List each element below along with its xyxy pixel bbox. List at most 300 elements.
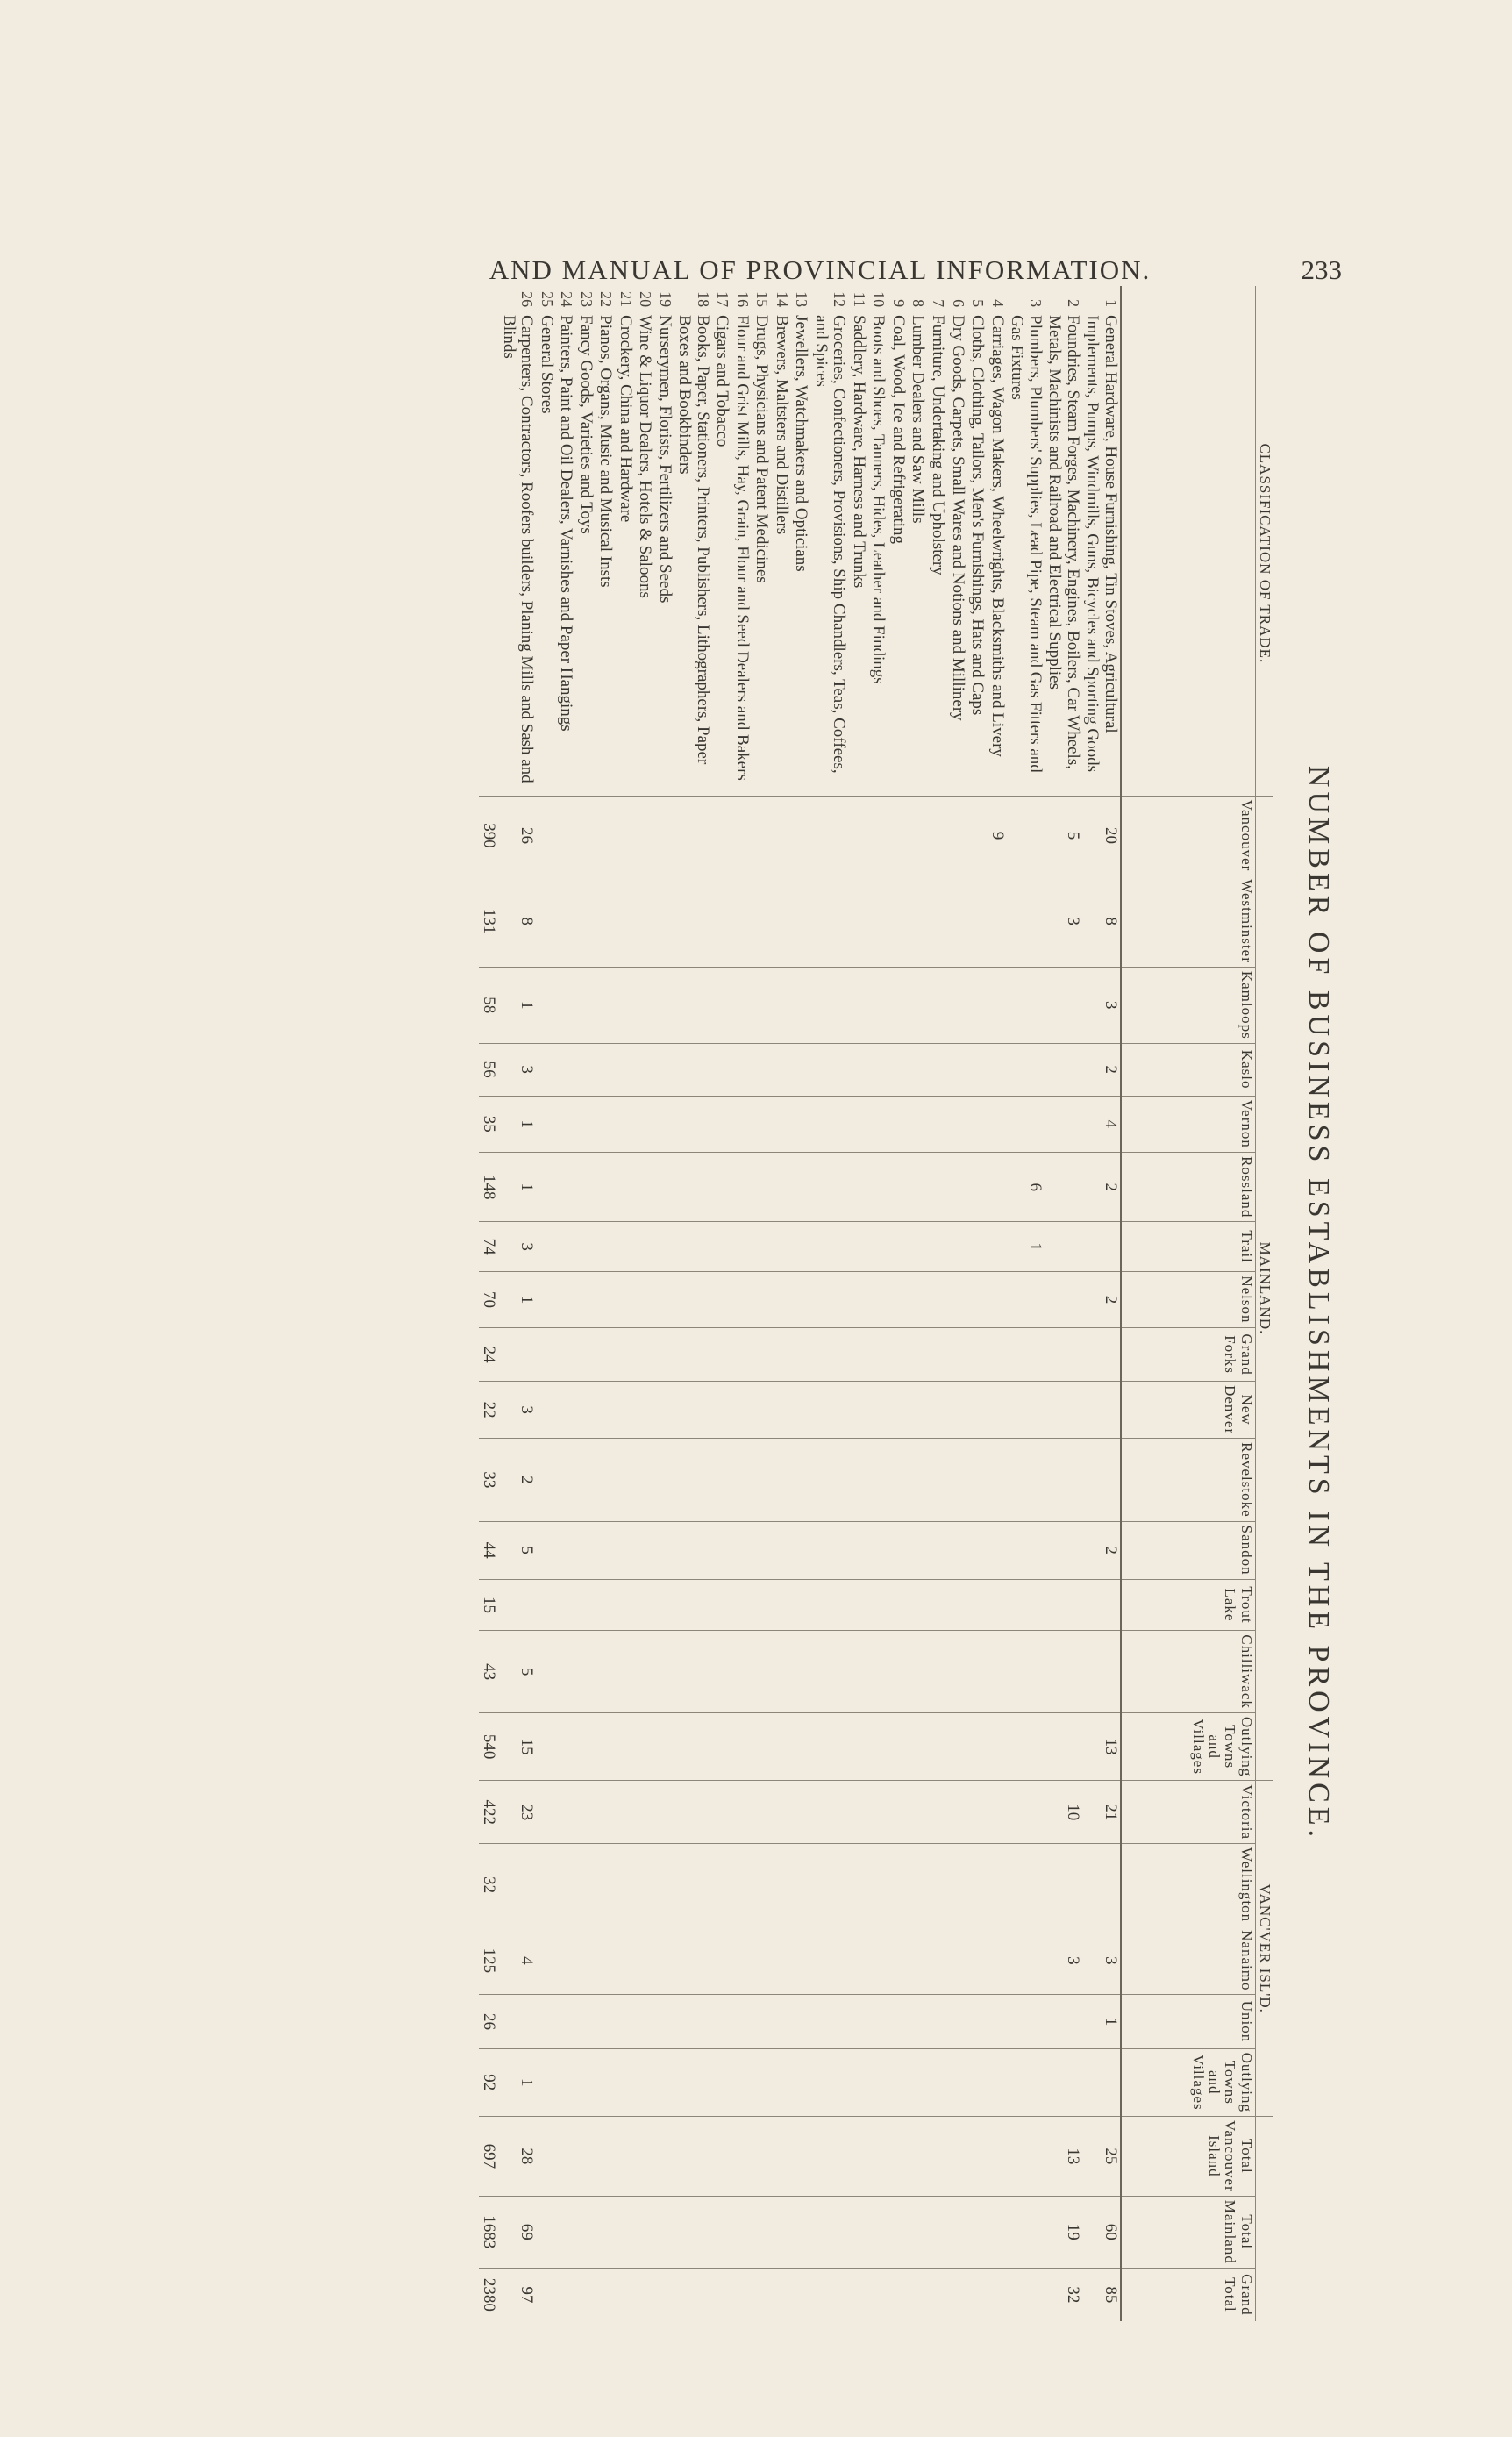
mainland-value-cell xyxy=(674,1328,712,1382)
island-value-cell xyxy=(654,1781,674,1844)
table-row xyxy=(536,286,556,2321)
island-value-cell xyxy=(888,1926,908,1995)
totals-value-cell xyxy=(967,2196,988,2268)
mainland-value-cell: 3 xyxy=(498,1043,536,1096)
column-total-cell: 131 xyxy=(479,875,499,968)
trade-col-header xyxy=(1121,311,1256,796)
mainland-value-cell xyxy=(752,967,772,1043)
mainland-value-cell xyxy=(888,1271,908,1327)
mainland-value-cell xyxy=(927,875,947,968)
mainland-value-cell xyxy=(575,1328,596,1382)
island-value-cell xyxy=(731,1781,752,1844)
mainland-value-cell xyxy=(731,875,752,968)
island-value-cell xyxy=(596,1781,616,1844)
mainland-value-cell xyxy=(615,875,635,968)
mainland-value-cell xyxy=(1045,1271,1082,1327)
totals-value-cell: 97 xyxy=(498,2268,536,2321)
totals-value-cell xyxy=(654,2117,674,2197)
mainland-value-cell xyxy=(888,1521,908,1579)
island-value-cell xyxy=(908,1995,928,2048)
row-number: 19 xyxy=(656,291,674,308)
mainland-value-cell xyxy=(712,1043,732,1096)
mainland-value-cell xyxy=(654,1153,674,1222)
mainland-value-cell xyxy=(848,875,868,968)
row-number: 15 xyxy=(753,291,772,308)
island-col-header: Victoria xyxy=(1121,1781,1256,1844)
mainland-value-cell xyxy=(536,1222,556,1271)
mainland-value-cell: 1 xyxy=(498,1096,536,1153)
mainland-value-cell xyxy=(1007,1328,1045,1382)
mainland-value-cell xyxy=(596,796,616,875)
mainland-value-cell xyxy=(575,796,596,875)
island-value-cell xyxy=(556,1781,576,1844)
mainland-value-cell xyxy=(556,1222,576,1271)
mainland-value-cell xyxy=(947,1521,967,1579)
row-number: 2 xyxy=(1064,299,1082,308)
table-body xyxy=(498,286,1121,2321)
totals-value-cell xyxy=(575,2117,596,2197)
mainland-value-cell xyxy=(575,1153,596,1222)
mainland-value-cell xyxy=(967,1521,988,1579)
island-value-cell: 3 xyxy=(1045,1926,1082,1995)
mainland-value-cell: 8 xyxy=(498,875,536,968)
mainland-value-cell xyxy=(635,796,655,875)
mainland-value-cell xyxy=(731,1521,752,1579)
mainland-value-cell xyxy=(654,1271,674,1327)
totals-value-cell xyxy=(596,2117,616,2197)
mainland-value-cell xyxy=(868,1579,888,1631)
totals-value-cell xyxy=(947,2117,967,2197)
island-value-cell xyxy=(1045,2048,1082,2116)
island-value-cell xyxy=(536,2048,556,2116)
island-value-cell: 10 xyxy=(1045,1781,1082,1844)
island-value-cell xyxy=(810,1926,848,1995)
total-col-header: Total Vancouver Island xyxy=(1121,2117,1256,2197)
mainland-value-cell xyxy=(868,875,888,968)
mainland-value-cell xyxy=(947,1631,967,1713)
island-col-header: Nanaimo xyxy=(1121,1926,1256,1995)
mainland-value-cell xyxy=(987,1043,1007,1096)
table-row xyxy=(654,286,674,2321)
row-number: 9 xyxy=(889,299,908,308)
mainland-value-cell xyxy=(556,1043,576,1096)
mainland-value-cell xyxy=(967,967,988,1043)
island-value-cell xyxy=(712,1844,732,1926)
column-total-cell: 540 xyxy=(479,1712,499,1780)
mainland-value-cell xyxy=(575,875,596,968)
mainland-value-cell xyxy=(927,1222,947,1271)
row-number: 11 xyxy=(850,291,868,308)
island-value-cell xyxy=(888,1844,908,1926)
trade-name: Boots and Shoes, Tanners, Hides, Leather and Findings xyxy=(868,311,888,796)
mainland-value-cell xyxy=(654,1579,674,1631)
mainland-value-cell: 9 xyxy=(987,796,1007,875)
totals-value-cell xyxy=(868,2196,888,2268)
table-row xyxy=(947,286,967,2321)
island-value-cell: 3 xyxy=(1082,1926,1121,1995)
row-number: 23 xyxy=(577,291,596,308)
island-value-cell xyxy=(575,1926,596,1995)
row-number: 26 xyxy=(518,291,537,308)
mainland-value-cell xyxy=(1007,1579,1045,1631)
mainland-value-cell xyxy=(947,1043,967,1096)
table-row xyxy=(635,286,655,2321)
totals-value-cell xyxy=(731,2196,752,2268)
island-value-cell xyxy=(674,1781,712,1844)
island-value-cell xyxy=(1082,2048,1121,2116)
column-total-cell: 56 xyxy=(479,1043,499,1096)
column-total-cell: 697 xyxy=(479,2117,499,2197)
island-value-cell xyxy=(635,1995,655,2048)
totals-value-cell xyxy=(868,2268,888,2321)
row-number: 10 xyxy=(870,291,888,308)
totals-value-cell xyxy=(1007,2196,1045,2268)
mainland-value-cell xyxy=(536,1521,556,1579)
mainland-value-cell xyxy=(810,1439,848,1522)
mainland-value-cell xyxy=(927,1271,947,1327)
mainland-value-cell xyxy=(498,1328,536,1382)
trade-name: Saddlery, Hardware, Harness and Trunks xyxy=(848,311,868,796)
totals-value-cell xyxy=(848,2117,868,2197)
row-number: 25 xyxy=(538,291,556,308)
mainland-value-cell xyxy=(927,1096,947,1153)
mainland-value-cell xyxy=(868,1382,888,1439)
island-value-cell xyxy=(536,1926,556,1995)
mainland-value-cell xyxy=(771,1579,791,1631)
mainland-value-cell xyxy=(848,967,868,1043)
mainland-value-cell xyxy=(908,1631,928,1713)
mainland-col-header: Kaslo xyxy=(1121,1043,1256,1096)
mainland-value-cell xyxy=(987,1271,1007,1327)
island-value-cell xyxy=(987,1844,1007,1926)
mainland-value-cell xyxy=(752,1043,772,1096)
mainland-value-cell xyxy=(810,875,848,968)
mainland-value-cell xyxy=(927,967,947,1043)
mainland-value-cell xyxy=(536,1271,556,1327)
mainland-value-cell xyxy=(908,875,928,968)
mainland-value-cell xyxy=(556,796,576,875)
mainland-value-cell xyxy=(674,796,712,875)
table-row xyxy=(498,286,536,2321)
mainland-value-cell xyxy=(791,1521,811,1579)
mainland-value-cell xyxy=(771,1631,791,1713)
mainland-value-cell xyxy=(947,1712,967,1780)
mainland-value-cell xyxy=(1007,1631,1045,1713)
mainland-value-cell xyxy=(810,1271,848,1327)
mainland-value-cell xyxy=(674,1382,712,1439)
mainland-value-cell xyxy=(615,1579,635,1631)
totals-value-cell xyxy=(575,2196,596,2268)
mainland-col-header: Vancouver xyxy=(1121,796,1256,875)
mainland-value-cell xyxy=(771,1712,791,1780)
island-value-cell xyxy=(536,1844,556,1926)
island-value-cell xyxy=(1007,1926,1045,1995)
mainland-value-cell: 4 xyxy=(1082,1096,1121,1153)
row-number: 4 xyxy=(988,299,1007,308)
mainland-value-cell: 5 xyxy=(1045,796,1082,875)
island-value-cell xyxy=(731,1995,752,2048)
mainland-value-cell xyxy=(536,967,556,1043)
mainland-value-cell xyxy=(674,1439,712,1522)
row-number: 5 xyxy=(969,299,988,308)
row-number: 21 xyxy=(617,291,635,308)
mainland-value-cell: 2 xyxy=(1082,1271,1121,1327)
island-value-cell xyxy=(596,1844,616,1926)
mainland-value-cell xyxy=(791,1712,811,1780)
mainland-value-cell xyxy=(810,1328,848,1382)
mainland-value-cell xyxy=(791,796,811,875)
mainland-value-cell xyxy=(888,1712,908,1780)
table-row xyxy=(615,286,635,2321)
table-row xyxy=(731,286,752,2321)
totals-value-cell xyxy=(967,2117,988,2197)
mainland-value-cell xyxy=(947,875,967,968)
mainland-value-cell xyxy=(908,1271,928,1327)
totals-value-cell xyxy=(888,2196,908,2268)
mainland-value-cell xyxy=(635,1153,655,1222)
island-value-cell xyxy=(654,1995,674,2048)
island-value-cell xyxy=(927,1781,947,1844)
island-value-cell xyxy=(731,1844,752,1926)
mainland-value-cell xyxy=(987,1712,1007,1780)
island-value-cell xyxy=(947,1926,967,1995)
totals-value-cell xyxy=(771,2117,791,2197)
mainland-value-cell xyxy=(810,1096,848,1153)
trade-heading: CLASSIFICATION OF TRADE. xyxy=(1255,311,1273,796)
mainland-value-cell xyxy=(654,1712,674,1780)
mainland-value-cell xyxy=(987,1579,1007,1631)
trade-name: Nurserymen, Florists, Fertilizers and Seeds xyxy=(654,311,674,796)
mainland-value-cell xyxy=(596,1153,616,1222)
mainland-value-cell xyxy=(536,1043,556,1096)
mainland-value-cell xyxy=(596,1271,616,1327)
totals-value-cell xyxy=(536,2268,556,2321)
column-total-cell: 33 xyxy=(479,1439,499,1522)
trade-name: Books, Paper, Stationers, Printers, Publishers, Lithographers, Paper Boxes and Bookbinders xyxy=(674,311,712,796)
trade-name: Carpenters, Contractors, Roofers builders, Planing Mills and Sash and Blinds xyxy=(498,311,536,796)
table-row xyxy=(967,286,988,2321)
totals-value-cell: 60 xyxy=(1082,2196,1121,2268)
totals-value-cell: 19 xyxy=(1045,2196,1082,2268)
mainland-value-cell xyxy=(731,1043,752,1096)
mainland-col-header: Westminster xyxy=(1121,875,1256,968)
mainland-value-cell: 2 xyxy=(1082,1043,1121,1096)
island-value-cell xyxy=(791,1844,811,1926)
mainland-value-cell xyxy=(712,875,732,968)
mainland-value-cell xyxy=(967,1043,988,1096)
mainland-value-cell xyxy=(536,1153,556,1222)
mainland-value-cell xyxy=(635,1382,655,1439)
mainland-group-header: MAINLAND. xyxy=(1255,796,1273,1781)
island-value-cell xyxy=(752,1781,772,1844)
island-value-cell xyxy=(615,1926,635,1995)
column-total-cell: 15 xyxy=(479,1579,499,1631)
totals-value-cell xyxy=(674,2268,712,2321)
total-col-header: Total Mainland xyxy=(1121,2196,1256,2268)
island-value-cell xyxy=(635,1844,655,1926)
totals-value-cell xyxy=(908,2268,928,2321)
column-total-cell: 125 xyxy=(479,1926,499,1995)
row-number: 8 xyxy=(909,299,928,308)
mainland-value-cell xyxy=(810,1153,848,1222)
mainland-value-cell xyxy=(615,1153,635,1222)
mainland-value-cell xyxy=(731,1579,752,1631)
mainland-value-cell xyxy=(947,1328,967,1382)
mainland-value-cell xyxy=(888,1222,908,1271)
totals-value-cell: 85 xyxy=(1082,2268,1121,2321)
trade-name: Crockery, China and Hardware xyxy=(615,311,635,796)
mainland-value-cell xyxy=(536,1712,556,1780)
mainland-value-cell xyxy=(908,1521,928,1579)
totals-value-cell xyxy=(908,2196,928,2268)
total-col-header: Grand Total xyxy=(1121,2268,1256,2321)
trade-name: Cloths, Clothing, Tailors, Men's Furnishings, Hats and Caps xyxy=(967,311,988,796)
mainland-value-cell xyxy=(868,1631,888,1713)
totals-value-cell xyxy=(674,2117,712,2197)
table-title: NUMBER OF BUSINESS ESTABLISHMENTS IN THE PROVINCE. xyxy=(1302,765,1335,1842)
island-value-cell xyxy=(927,2048,947,2116)
island-value-cell xyxy=(752,1844,772,1926)
mainland-value-cell xyxy=(1007,1712,1045,1780)
mainland-value-cell xyxy=(635,1712,655,1780)
mainland-value-cell xyxy=(868,1043,888,1096)
island-value-cell xyxy=(927,1844,947,1926)
totals-label-cell xyxy=(479,311,499,796)
island-value-cell: 1 xyxy=(1082,1995,1121,2048)
mainland-value-cell xyxy=(848,1579,868,1631)
totals-value-cell xyxy=(536,2196,556,2268)
mainland-value-cell: 5 xyxy=(498,1631,536,1713)
island-value-cell: 23 xyxy=(498,1781,536,1844)
mainland-value-cell xyxy=(791,1222,811,1271)
mainland-value-cell xyxy=(556,1328,576,1382)
island-value-cell xyxy=(868,1995,888,2048)
mainland-value-cell xyxy=(987,1521,1007,1579)
mainland-value-cell xyxy=(810,1631,848,1713)
row-number: 3 xyxy=(1026,299,1045,308)
totals-value-cell xyxy=(596,2268,616,2321)
mainland-value-cell xyxy=(927,1439,947,1522)
table-row xyxy=(712,286,732,2321)
island-value-cell xyxy=(927,1926,947,1995)
mainland-value-cell: 1 xyxy=(498,1271,536,1327)
mainland-value-cell xyxy=(674,1153,712,1222)
mainland-value-cell xyxy=(712,1521,732,1579)
mainland-value-cell xyxy=(1045,1222,1082,1271)
column-total-cell: 2380 xyxy=(479,2268,499,2321)
totals-value-cell xyxy=(654,2268,674,2321)
mainland-value-cell xyxy=(536,1439,556,1522)
totals-value-cell xyxy=(556,2196,576,2268)
mainland-value-cell xyxy=(908,1096,928,1153)
mainland-value-cell xyxy=(868,1222,888,1271)
mainland-value-cell xyxy=(752,1271,772,1327)
mainland-value-cell xyxy=(731,1439,752,1522)
mainland-value-cell xyxy=(1007,1521,1045,1579)
totals-value-cell xyxy=(987,2117,1007,2197)
mainland-value-cell xyxy=(771,875,791,968)
mainland-value-cell xyxy=(596,1222,616,1271)
mainland-value-cell xyxy=(654,1631,674,1713)
column-total-cell: 74 xyxy=(479,1222,499,1271)
mainland-value-cell xyxy=(947,1271,967,1327)
mainland-value-cell: 2 xyxy=(1082,1153,1121,1222)
row-number: 1 xyxy=(1102,299,1120,308)
totals-value-cell: 28 xyxy=(498,2117,536,2197)
island-value-cell xyxy=(575,1844,596,1926)
mainland-value-cell xyxy=(987,1631,1007,1713)
table-row xyxy=(791,286,811,2321)
table-row xyxy=(1045,286,1082,2321)
mainland-value-cell xyxy=(987,1153,1007,1222)
mainland-value-cell xyxy=(947,796,967,875)
mainland-value-cell: 6 xyxy=(1007,1153,1045,1222)
mainland-value-cell xyxy=(615,1043,635,1096)
mainland-value-cell xyxy=(888,1328,908,1382)
mainland-value-cell xyxy=(1007,1043,1045,1096)
trade-name: Fancy Goods, Varieties and Toys xyxy=(575,311,596,796)
mainland-value-cell xyxy=(674,1631,712,1713)
mainland-value-cell xyxy=(615,1382,635,1439)
totals-value-cell xyxy=(987,2268,1007,2321)
mainland-value-cell xyxy=(731,1631,752,1713)
mainland-value-cell xyxy=(888,875,908,968)
mainland-value-cell xyxy=(596,1631,616,1713)
mainland-value-cell xyxy=(635,1096,655,1153)
island-value-cell xyxy=(1007,2048,1045,2116)
island-value-cell xyxy=(771,1781,791,1844)
mainland-value-cell xyxy=(731,1096,752,1153)
mainland-value-cell xyxy=(674,1271,712,1327)
island-value-cell xyxy=(674,2048,712,2116)
mainland-value-cell xyxy=(654,1328,674,1382)
island-value-cell xyxy=(556,1844,576,1926)
mainland-value-cell xyxy=(947,1439,967,1522)
mainland-value-cell xyxy=(987,875,1007,968)
mainland-value-cell xyxy=(575,1096,596,1153)
mainland-value-cell xyxy=(771,1521,791,1579)
trade-name: Cigars and Tobacco xyxy=(712,311,732,796)
trade-name: Wine & Liquor Dealers, Hotels & Saloons xyxy=(635,311,655,796)
mainland-value-cell xyxy=(1007,1096,1045,1153)
island-value-cell xyxy=(987,1926,1007,1995)
mainland-value-cell xyxy=(635,1271,655,1327)
mainland-value-cell xyxy=(654,1222,674,1271)
mainland-value-cell xyxy=(947,967,967,1043)
mainland-value-cell xyxy=(927,796,947,875)
mainland-value-cell xyxy=(791,1631,811,1713)
row-number: 6 xyxy=(949,299,967,308)
totals-value-cell xyxy=(848,2196,868,2268)
mainland-value-cell xyxy=(635,1328,655,1382)
mainland-value-cell xyxy=(771,1096,791,1153)
mainland-value-cell: 5 xyxy=(498,1521,536,1579)
column-total-cell: 92 xyxy=(479,2048,499,2116)
mainland-value-cell xyxy=(868,1271,888,1327)
mainland-value-cell xyxy=(596,1579,616,1631)
mainland-value-cell xyxy=(771,1439,791,1522)
island-value-cell xyxy=(927,1995,947,2048)
mainland-value-cell xyxy=(848,1271,868,1327)
table-row xyxy=(674,286,712,2321)
mainland-value-cell xyxy=(575,1382,596,1439)
mainland-value-cell xyxy=(615,1439,635,1522)
table-row xyxy=(596,286,616,2321)
mainland-value-cell xyxy=(575,1631,596,1713)
mainland-value-cell xyxy=(712,1439,732,1522)
row-number: 18 xyxy=(694,291,712,308)
totals-value-cell xyxy=(810,2117,848,2197)
